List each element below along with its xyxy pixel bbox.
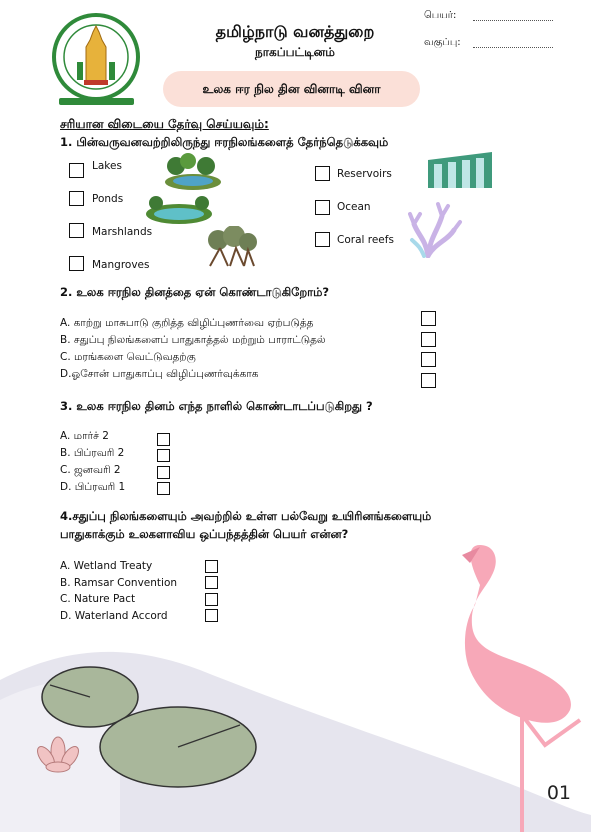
department-title: தமிழ்நாடு வனத்துறை (215, 22, 375, 41)
pond-illustration (144, 194, 214, 226)
name-label: பெயர்: (424, 10, 457, 21)
question-4-line-2: பாதுகாக்கும் உலகளாவிய ஒப்பந்தத்தின் பெயர் என்ன? (60, 527, 349, 541)
option-ocean: Ocean (337, 201, 371, 213)
reservoir-dam-illustration (426, 150, 494, 190)
checkbox-marshlands[interactable] (69, 223, 84, 238)
q3-option-a: A. மார்ச் 2 (60, 430, 109, 442)
q4-option-b: B. Ramsar Convention (60, 577, 178, 589)
tamil-nadu-emblem-icon (49, 12, 144, 107)
checkbox-coral-reefs[interactable] (315, 232, 330, 247)
q4-checkbox-b[interactable] (205, 576, 218, 589)
checkbox-ponds[interactable] (69, 191, 84, 206)
q3-checkbox-d[interactable] (157, 482, 170, 495)
instruction-text: சரியான விடையை தேர்வு செய்யவும்: (60, 117, 269, 131)
quiz-title: உலக ஈர நில தின வினாடி வினா (202, 82, 381, 96)
q2-option-d: D.ஓசோன் பாதுகாப்பு விழிப்புணர்வுக்காக (60, 368, 259, 380)
q3-checkbox-b[interactable] (157, 449, 170, 462)
q3-checkbox-a[interactable] (157, 433, 170, 446)
q2-checkbox-d[interactable] (421, 373, 436, 388)
option-reservoirs: Reservoirs (337, 168, 392, 180)
q3-option-d: D. பிப்ரவரி 1 (60, 481, 126, 493)
q3-option-c: C. ஜனவரி 2 (60, 464, 121, 476)
checkbox-mangroves[interactable] (69, 256, 84, 271)
option-lakes: Lakes (92, 160, 122, 172)
mangrove-illustration (200, 226, 262, 270)
question-2: 2. உலக ஈரநில தினத்தை ஏன் கொண்டாடுகிறோம்? (60, 285, 330, 299)
q4-option-c: C. Nature Pact (60, 593, 136, 605)
checkbox-ocean[interactable] (315, 200, 330, 215)
question-1: 1. பின்வருவனவற்றிலிருந்து ஈரநிலங்களைத் தேர்ந்தெடுக்கவும் (60, 135, 389, 149)
q2-checkbox-b[interactable] (421, 332, 436, 347)
q3-checkbox-c[interactable] (157, 466, 170, 479)
q2-option-a: A. காற்று மாசுபாடு குறித்த விழிப்புணர்வை ஏற்படுத்த (60, 317, 314, 329)
page-number: 01 (546, 782, 571, 804)
question-4-line-1: 4.சதுப்பு நிலங்களையும் அவற்றில் உள்ள பல்வேறு உயிரினங்களையும் (60, 509, 432, 523)
q4-option-a: A. Wetland Treaty (60, 560, 153, 572)
class-field[interactable] (473, 38, 553, 48)
option-mangroves: Mangroves (92, 259, 150, 271)
q4-option-d: D. Waterland Accord (60, 610, 168, 622)
lily-pads-illustration (30, 655, 260, 795)
q4-checkbox-d[interactable] (205, 609, 218, 622)
checkbox-reservoirs[interactable] (315, 166, 330, 181)
question-3: 3. உலக ஈரநில தினம் எந்த நாளில் கொண்டாடப்படுகிறது ? (60, 399, 373, 413)
option-marshlands: Marshlands (92, 226, 153, 238)
q2-option-b: B. சதுப்பு நிலங்களைப் பாதுகாத்தல் மற்றும் பாராட்டுதல் (60, 334, 326, 346)
option-coral-reefs: Coral reefs (337, 234, 394, 246)
option-ponds: Ponds (92, 193, 124, 205)
q2-option-c: C. மரங்களை வெட்டுவதற்கு (60, 351, 196, 363)
district-name: நாகப்பட்டினம் (255, 45, 335, 59)
checkbox-lakes[interactable] (69, 163, 84, 178)
q2-checkbox-a[interactable] (421, 311, 436, 326)
lake-illustration (162, 152, 224, 192)
q4-checkbox-a[interactable] (205, 560, 218, 573)
coral-illustration (408, 200, 463, 258)
q4-checkbox-c[interactable] (205, 593, 218, 606)
name-field[interactable] (473, 11, 553, 21)
class-label: வகுப்பு: (424, 37, 461, 48)
q3-option-b: B. பிப்ரவரி 2 (60, 447, 125, 459)
q2-checkbox-c[interactable] (421, 352, 436, 367)
